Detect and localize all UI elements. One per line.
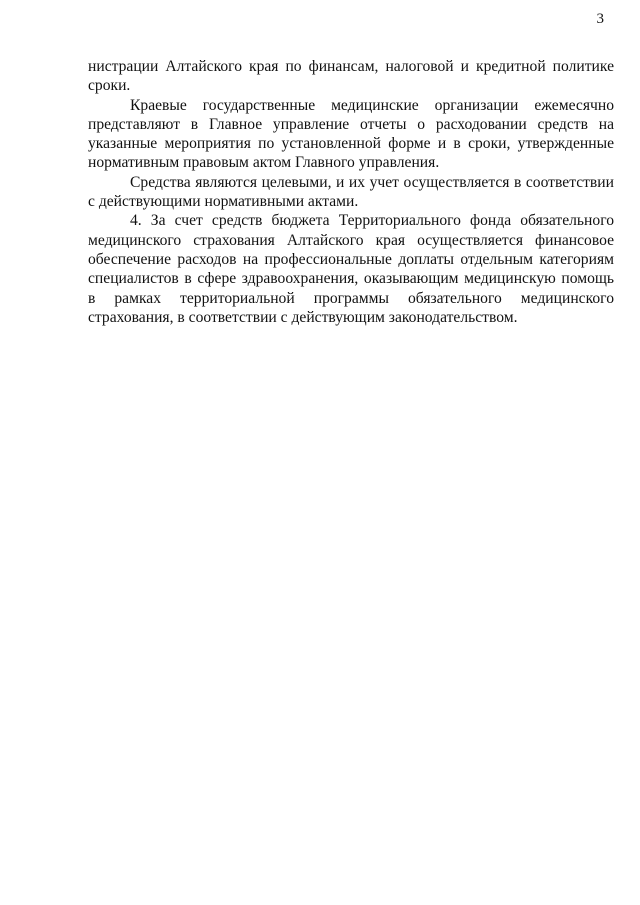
paragraph-continuation: нистрации Алтайского края по финансам, налоговой и кредитной политике сроки. (88, 58, 614, 95)
page-number: 3 (596, 11, 604, 27)
document-body (88, 57, 614, 327)
paragraph-targeted-funds: Средства являются целевыми, и их учет осуществляется в соответствии с действующими нормативными актами. (88, 173, 614, 211)
paragraph-item-4: 4. За счет средств бюджета Территориального фонда обязательного медицинского страхования Алтайского края осуществляется финансовое обеспечение расходов на профессиональные доплаты отдельным категориям специалистов в сфере здравоохранения, оказывающим медицинскую помощь в рамках территориальной программы обязательного медицинского страхования, в соответствии с действующим законодательством. (88, 212, 614, 326)
paragraph-reporting: Краевые государственные медицинские организации ежемесячно представляют в Главное управление отчеты о расходовании средств на указанные мероприятия по установленной форме и в сроки, утвержденные нормативным правовым актом Главного управления. (88, 96, 614, 172)
